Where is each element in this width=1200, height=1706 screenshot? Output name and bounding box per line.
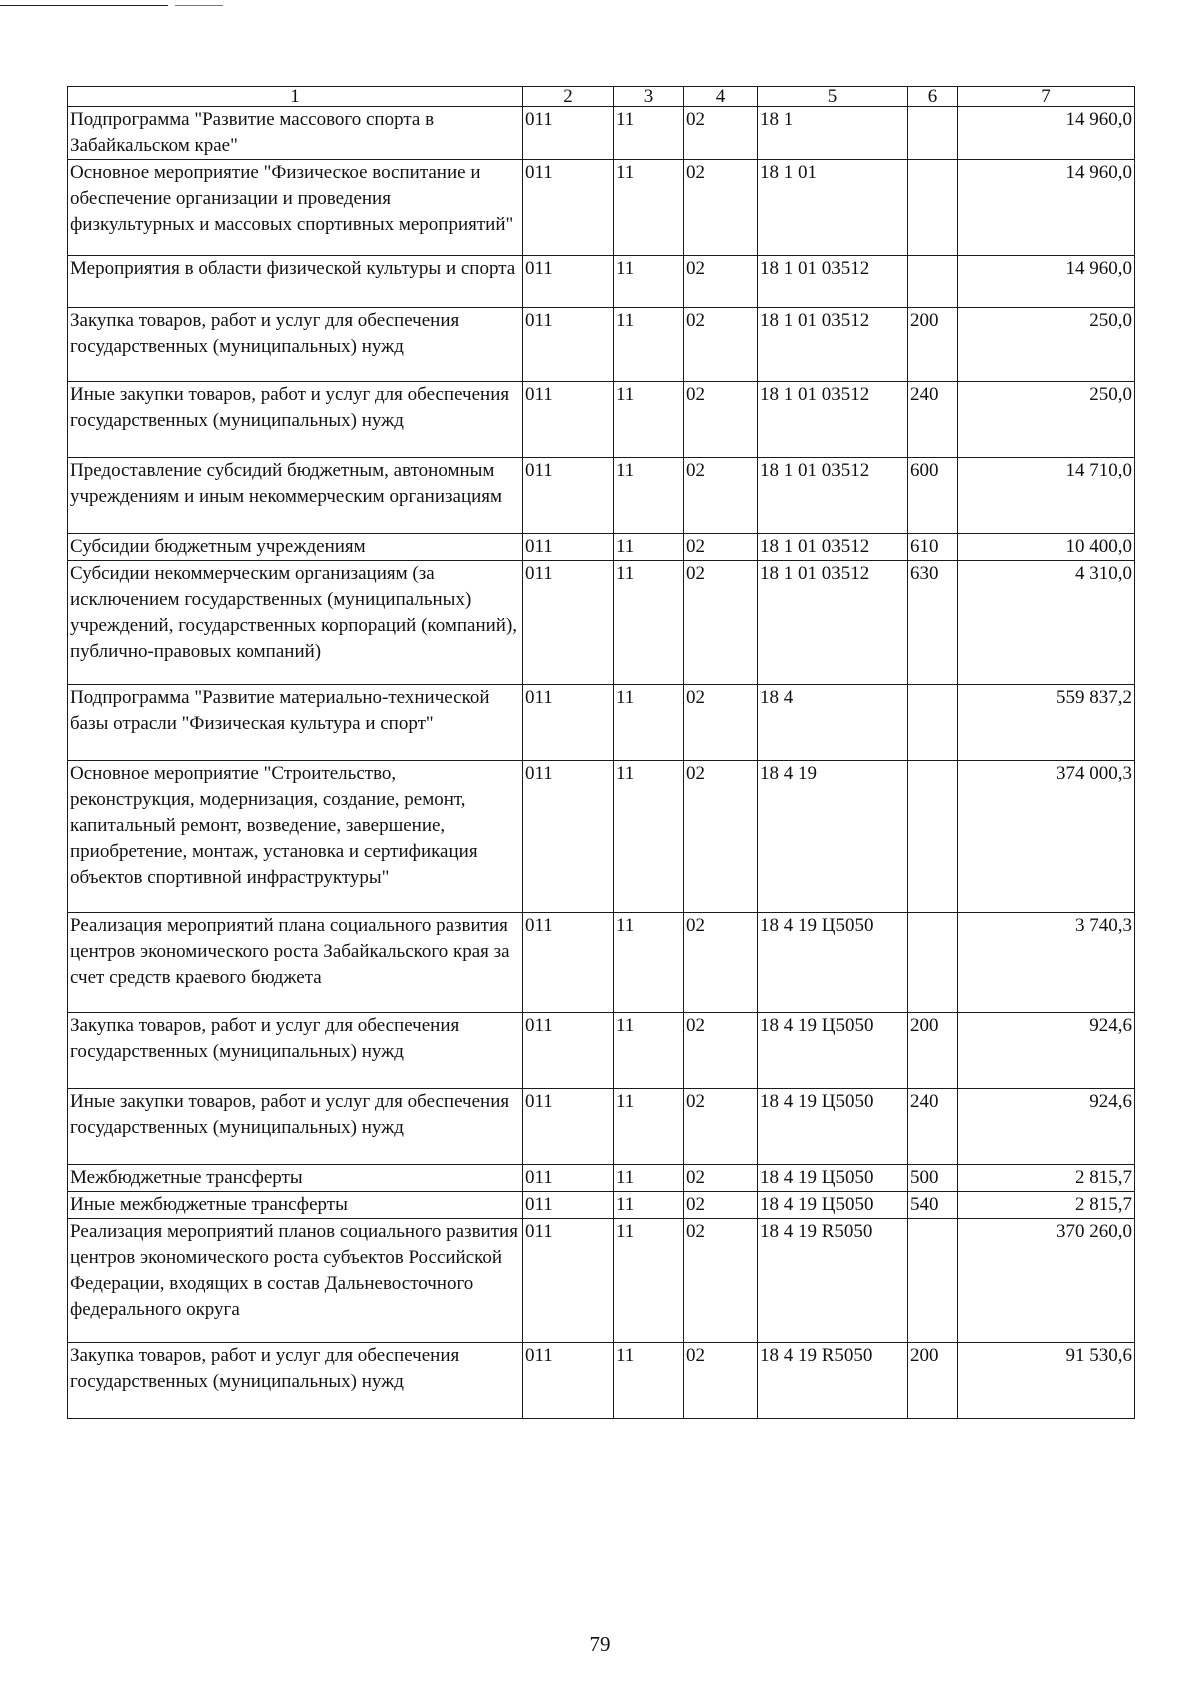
subsection-code: 02 — [684, 761, 758, 913]
row-amount: 559 837,2 — [958, 685, 1135, 761]
expense-type-code — [908, 256, 958, 308]
subsection-code: 02 — [684, 1013, 758, 1089]
expense-type-code — [908, 761, 958, 913]
row-description: Субсидии бюджетным учреждениям — [68, 534, 523, 561]
table-row — [68, 913, 1135, 1013]
row-description: Иные закупки товаров, работ и услуг для обеспечения государственных (муниципальных) нужд — [68, 1089, 523, 1165]
row-amount: 4 310,0 — [958, 561, 1135, 685]
row-description: Предоставление субсидий бюджетным, автономным учреждениям и иным некоммерческим организациям — [68, 458, 523, 534]
section-code: 11 — [614, 256, 684, 308]
row-amount: 14 960,0 — [958, 107, 1135, 160]
row-amount: 2 815,7 — [958, 1192, 1135, 1219]
program-code: 18 1 01 03512 — [758, 534, 908, 561]
admin-code: 011 — [523, 685, 614, 761]
admin-code: 011 — [523, 1192, 614, 1219]
admin-code: 011 — [523, 107, 614, 160]
program-code: 18 4 — [758, 685, 908, 761]
column-number: 1 — [68, 87, 523, 107]
section-code: 11 — [614, 913, 684, 1013]
program-code: 18 1 01 03512 — [758, 308, 908, 382]
expense-type-code — [908, 913, 958, 1013]
table-row — [68, 160, 1135, 256]
table-row — [68, 1165, 1135, 1192]
row-description: Основное мероприятие "Строительство, реконструкция, модернизация, создание, ремонт, капитальный ремонт, возведение, завершение, приобретение, монтаж, установка и сертификация объектов спортивной инфраструктуры" — [68, 761, 523, 913]
table-row — [68, 1089, 1135, 1165]
row-description: Реализация мероприятий планов социального развития центров экономического роста субъектов Российской Федерации, входящих в состав Дальневосточного федерального округа — [68, 1219, 523, 1343]
table-row — [68, 1192, 1135, 1219]
section-code: 11 — [614, 1192, 684, 1219]
subsection-code: 02 — [684, 1219, 758, 1343]
expense-type-code: 600 — [908, 458, 958, 534]
section-code: 11 — [614, 1013, 684, 1089]
top-rule-fragment — [175, 5, 223, 6]
subsection-code: 02 — [684, 1192, 758, 1219]
expense-type-code: 200 — [908, 1013, 958, 1089]
row-description: Подпрограмма "Развитие материально-технической базы отрасли "Физическая культура и спорт" — [68, 685, 523, 761]
row-description: Закупка товаров, работ и услуг для обеспечения государственных (муниципальных) нужд — [68, 1013, 523, 1089]
admin-code: 011 — [523, 1089, 614, 1165]
row-amount: 250,0 — [958, 382, 1135, 458]
column-number: 5 — [758, 87, 908, 107]
program-code: 18 4 19 R5050 — [758, 1343, 908, 1419]
section-code: 11 — [614, 382, 684, 458]
section-code: 11 — [614, 534, 684, 561]
admin-code: 011 — [523, 382, 614, 458]
admin-code: 011 — [523, 1219, 614, 1343]
row-amount: 14 960,0 — [958, 256, 1135, 308]
expense-type-code — [908, 160, 958, 256]
admin-code: 011 — [523, 458, 614, 534]
subsection-code: 02 — [684, 1165, 758, 1192]
admin-code: 011 — [523, 913, 614, 1013]
column-number: 7 — [958, 87, 1135, 107]
admin-code: 011 — [523, 256, 614, 308]
admin-code: 011 — [523, 761, 614, 913]
subsection-code: 02 — [684, 382, 758, 458]
table-row — [68, 107, 1135, 160]
row-description: Подпрограмма "Развитие массового спорта в Забайкальском крае" — [68, 107, 523, 160]
section-code: 11 — [614, 308, 684, 382]
program-code: 18 4 19 — [758, 761, 908, 913]
top-rule — [0, 5, 168, 6]
program-code: 18 4 19 Ц5050 — [758, 1013, 908, 1089]
admin-code: 011 — [523, 1165, 614, 1192]
row-description: Иные закупки товаров, работ и услуг для обеспечения государственных (муниципальных) нужд — [68, 382, 523, 458]
table-row — [68, 534, 1135, 561]
section-code: 11 — [614, 761, 684, 913]
expense-type-code: 630 — [908, 561, 958, 685]
column-number: 2 — [523, 87, 614, 107]
section-code: 11 — [614, 1165, 684, 1192]
budget-table — [67, 86, 1135, 1419]
section-code: 11 — [614, 1219, 684, 1343]
expense-type-code: 540 — [908, 1192, 958, 1219]
expense-type-code — [908, 107, 958, 160]
row-amount: 924,6 — [958, 1013, 1135, 1089]
subsection-code: 02 — [684, 458, 758, 534]
table-row — [68, 256, 1135, 308]
table-row — [68, 1343, 1135, 1419]
table-row — [68, 685, 1135, 761]
admin-code: 011 — [523, 160, 614, 256]
program-code: 18 4 19 Ц5050 — [758, 1165, 908, 1192]
program-code: 18 4 19 Ц5050 — [758, 1192, 908, 1219]
row-description: Межбюджетные трансферты — [68, 1165, 523, 1192]
expense-type-code: 610 — [908, 534, 958, 561]
program-code: 18 1 01 — [758, 160, 908, 256]
section-code: 11 — [614, 1343, 684, 1419]
program-code: 18 4 19 Ц5050 — [758, 1089, 908, 1165]
section-code: 11 — [614, 685, 684, 761]
expense-type-code: 500 — [908, 1165, 958, 1192]
row-amount: 374 000,3 — [958, 761, 1135, 913]
subsection-code: 02 — [684, 913, 758, 1013]
row-description: Иные межбюджетные трансферты — [68, 1192, 523, 1219]
subsection-code: 02 — [684, 561, 758, 685]
row-amount: 91 530,6 — [958, 1343, 1135, 1419]
expense-type-code — [908, 685, 958, 761]
subsection-code: 02 — [684, 160, 758, 256]
program-code: 18 1 01 03512 — [758, 561, 908, 685]
row-amount: 924,6 — [958, 1089, 1135, 1165]
expense-type-code: 240 — [908, 1089, 958, 1165]
section-code: 11 — [614, 458, 684, 534]
row-description: Закупка товаров, работ и услуг для обеспечения государственных (муниципальных) нужд — [68, 1343, 523, 1419]
row-amount: 3 740,3 — [958, 913, 1135, 1013]
table-row — [68, 1013, 1135, 1089]
subsection-code: 02 — [684, 107, 758, 160]
program-code: 18 1 01 03512 — [758, 256, 908, 308]
subsection-code: 02 — [684, 685, 758, 761]
row-amount: 370 260,0 — [958, 1219, 1135, 1343]
column-number: 3 — [614, 87, 684, 107]
row-amount: 14 710,0 — [958, 458, 1135, 534]
row-amount: 250,0 — [958, 308, 1135, 382]
row-amount: 2 815,7 — [958, 1165, 1135, 1192]
admin-code: 011 — [523, 308, 614, 382]
table-row — [68, 761, 1135, 913]
subsection-code: 02 — [684, 1089, 758, 1165]
section-code: 11 — [614, 160, 684, 256]
expense-type-code: 200 — [908, 308, 958, 382]
table-row — [68, 561, 1135, 685]
admin-code: 011 — [523, 561, 614, 685]
expense-type-code: 240 — [908, 382, 958, 458]
row-description: Реализация мероприятий плана социального развития центров экономического роста Забайкальского края за счет средств краевого бюджета — [68, 913, 523, 1013]
table-row — [68, 308, 1135, 382]
column-number-row — [68, 87, 1135, 107]
section-code: 11 — [614, 561, 684, 685]
row-amount: 14 960,0 — [958, 160, 1135, 256]
section-code: 11 — [614, 1089, 684, 1165]
row-description: Закупка товаров, работ и услуг для обеспечения государственных (муниципальных) нужд — [68, 308, 523, 382]
table-row — [68, 1219, 1135, 1343]
table-row — [68, 382, 1135, 458]
subsection-code: 02 — [684, 308, 758, 382]
section-code: 11 — [614, 107, 684, 160]
subsection-code: 02 — [684, 534, 758, 561]
program-code: 18 4 19 R5050 — [758, 1219, 908, 1343]
admin-code: 011 — [523, 1013, 614, 1089]
row-description: Мероприятия в области физической культуры и спорта — [68, 256, 523, 308]
program-code: 18 4 19 Ц5050 — [758, 913, 908, 1013]
row-description: Субсидии некоммерческим организациям (за исключением государственных (муниципальных) учреждений, государственных корпораций (компаний), публично-правовых компаний) — [68, 561, 523, 685]
expense-type-code — [908, 1219, 958, 1343]
program-code: 18 1 — [758, 107, 908, 160]
page-number: 79 — [589, 1632, 611, 1656]
subsection-code: 02 — [684, 1343, 758, 1419]
program-code: 18 1 01 03512 — [758, 458, 908, 534]
table-row — [68, 458, 1135, 534]
column-number: 4 — [684, 87, 758, 107]
expense-type-code: 200 — [908, 1343, 958, 1419]
row-amount: 10 400,0 — [958, 534, 1135, 561]
table-body — [68, 87, 1135, 1419]
subsection-code: 02 — [684, 256, 758, 308]
program-code: 18 1 01 03512 — [758, 382, 908, 458]
column-number: 6 — [908, 87, 958, 107]
admin-code: 011 — [523, 534, 614, 561]
admin-code: 011 — [523, 1343, 614, 1419]
row-description: Основное мероприятие "Физическое воспитание и обеспечение организации и проведения физкультурных и массовых спортивных мероприятий" — [68, 160, 523, 256]
